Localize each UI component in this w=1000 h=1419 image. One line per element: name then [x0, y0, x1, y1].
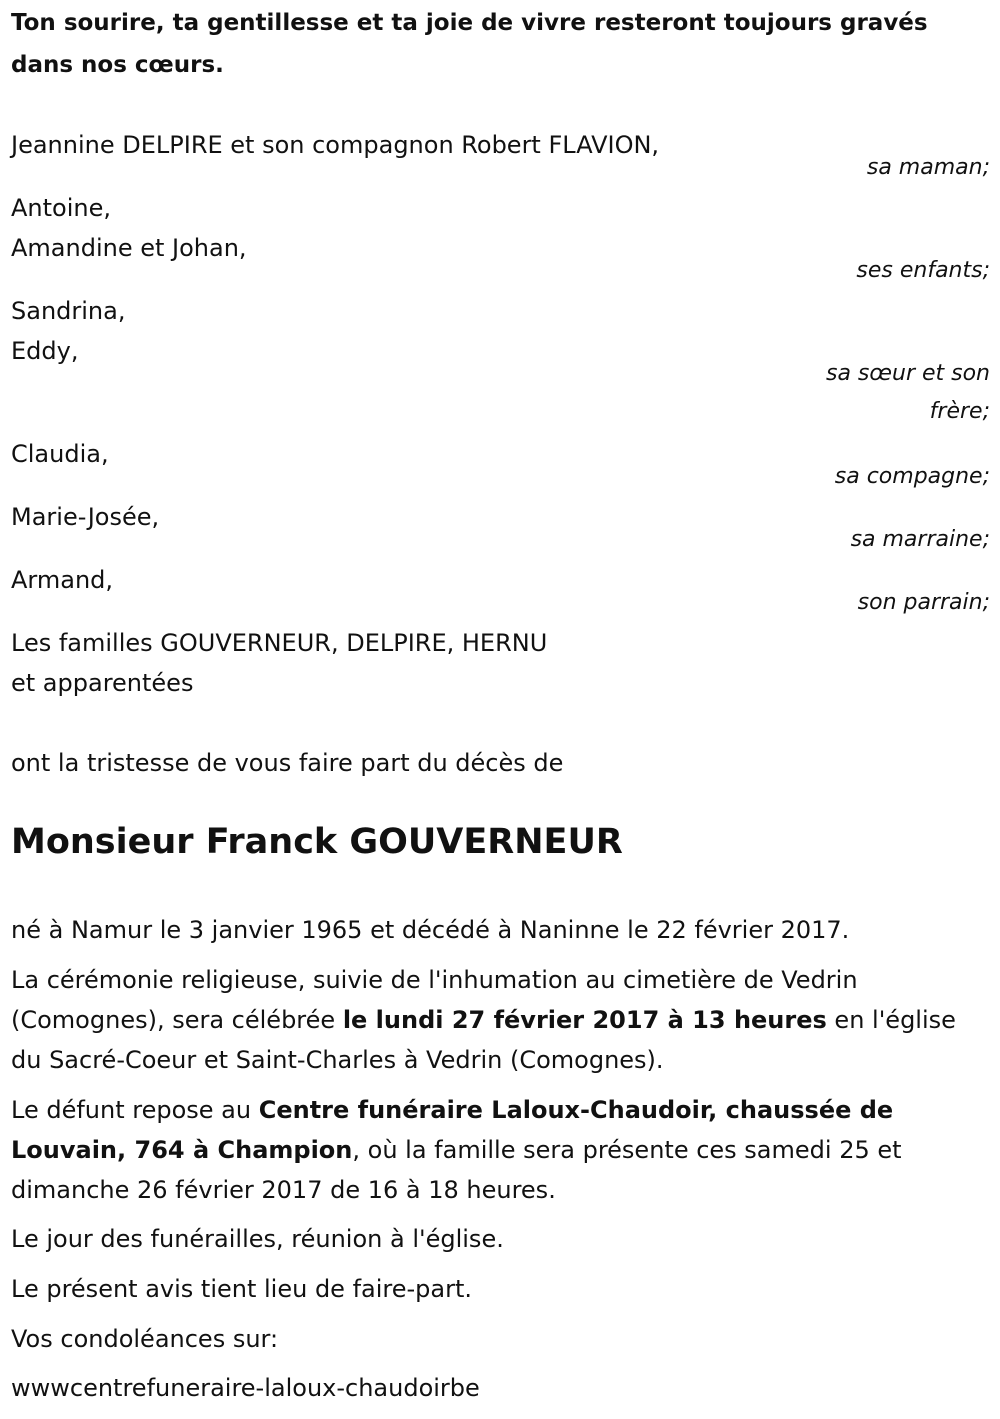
family-relation: son parrain; [857, 590, 990, 615]
family-name: et apparentées [11, 669, 194, 697]
repose-text: , où la famille sera présente ces samedi 25 et dimanche 26 février 2017 de 16 à 18 heures. [11, 1136, 902, 1204]
meeting-note: Le jour des funérailles, réunion à l'église. [11, 1225, 504, 1253]
family-relation: ses enfants; [856, 258, 990, 283]
condolences-link[interactable]: wwwcentrefuneraire-laloux-chaudoirbe [11, 1374, 480, 1402]
family-relation: sa sœur et son [825, 361, 990, 386]
family-name: Antoine, [11, 194, 111, 222]
ceremony-text: en l'église du Sacré-Coeur et Saint-Charles à Vedrin (Comognes). [11, 1006, 956, 1074]
announcement: ont la tristesse de vous faire part du décès de [11, 749, 564, 777]
family-name: Eddy, [11, 337, 79, 365]
repose-location: Centre funéraire Laloux-Chaudoir, chaussée de Louvain, 764 à Champion [11, 1096, 894, 1164]
family-name: Marie-Josée, [11, 503, 160, 531]
family-relation: sa compagne; [834, 464, 990, 489]
epitaph-line-1: Ton sourire, ta gentillesse et ta joie de vivre resteront toujours gravés [11, 10, 928, 36]
ceremony-date: le lundi 27 février 2017 à 13 heures [342, 1006, 827, 1034]
deceased-name: Monsieur Franck GOUVERNEUR [11, 822, 623, 862]
family-name: Jeannine DELPIRE et son compagnon Robert FLAVION, [11, 131, 660, 159]
family-name: Armand, [11, 566, 114, 594]
ceremony-paragraph [11, 960, 991, 1080]
family-name: Les familles GOUVERNEUR, DELPIRE, HERNU [11, 629, 548, 657]
birth-death: né à Namur le 3 janvier 1965 et décédé à Naninne le 22 février 2017. [11, 916, 850, 944]
repose-text: Le défunt repose au [11, 1096, 259, 1124]
epitaph-line-2: dans nos cœurs. [11, 52, 224, 78]
notice-note: Le présent avis tient lieu de faire-part. [11, 1275, 473, 1303]
family-relation: sa maman; [866, 155, 990, 180]
family-relation: sa marraine; [850, 527, 990, 552]
family-name: Amandine et Johan, [11, 234, 247, 262]
condolences-label: Vos condoléances sur: [11, 1325, 279, 1353]
family-name: Sandrina, [11, 297, 126, 325]
repose-paragraph [11, 1090, 991, 1210]
ceremony-text: La cérémonie religieuse, suivie de l'inhumation au cimetière de Vedrin (Comognes), sera célébrée [11, 966, 858, 1034]
family-name: Claudia, [11, 440, 109, 468]
family-relation: frère; [929, 399, 990, 424]
